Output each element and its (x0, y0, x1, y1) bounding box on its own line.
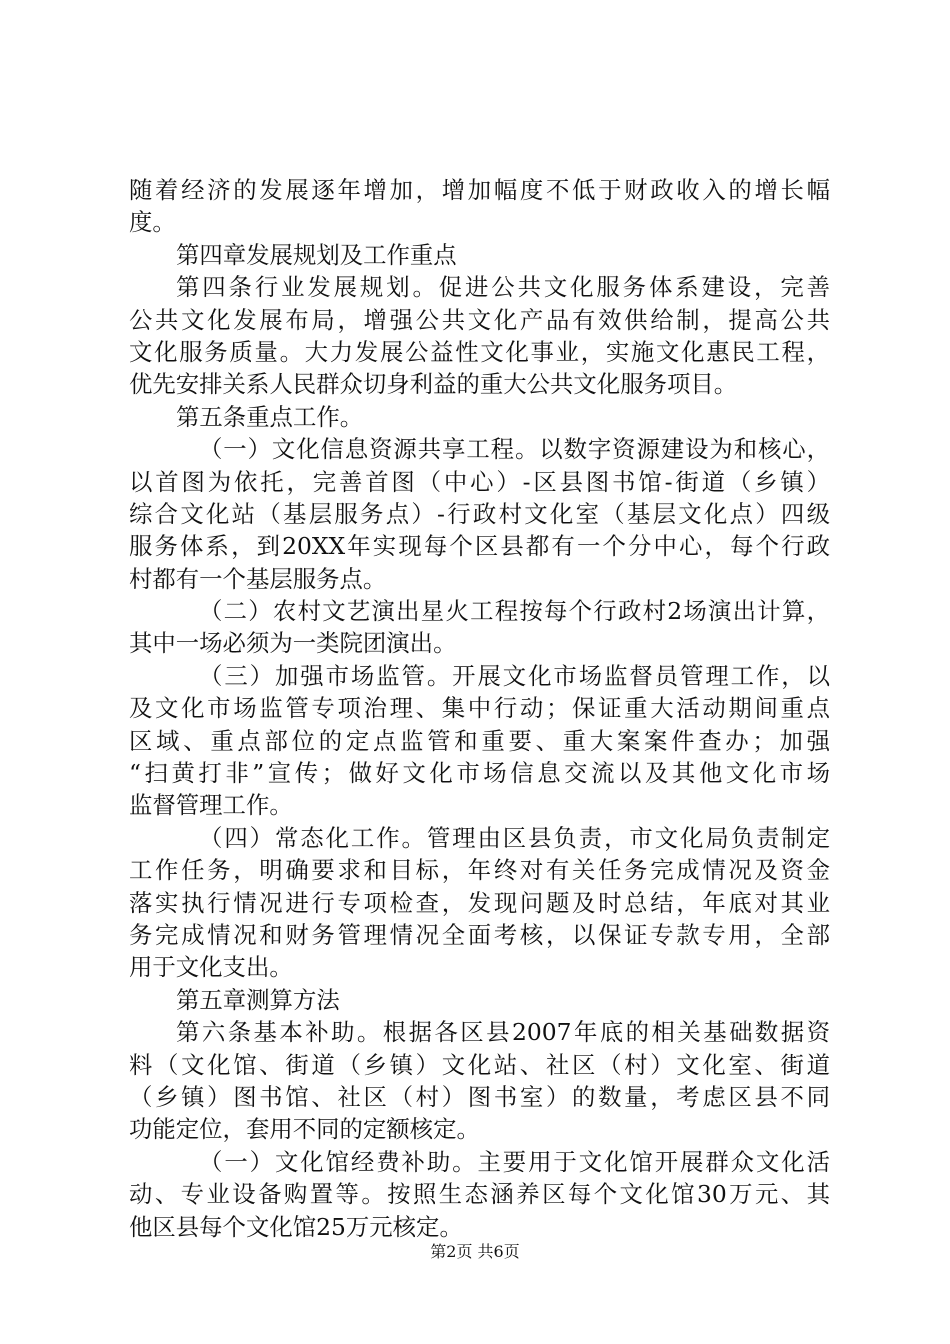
text-line: 监督管理工作。 (129, 791, 293, 820)
text-line: 第五条重点工作。 (176, 402, 364, 431)
text-line: 综合文化站（基层服务点）-行政村文化室（基层文化点）四级 (129, 499, 830, 528)
text-line: 优先安排关系人民群众切身利益的重大公共文化服务项目。 (129, 370, 738, 399)
text-line: 第五章测算方法 (176, 985, 340, 1014)
text-line: 随着经济的发展逐年增加，增加幅度不低于财政收入的增长幅 (129, 176, 830, 204)
text-line: 料（文化馆、街道（乡镇）文化站、社区（村）文化室、街道 (129, 1050, 830, 1079)
text-line: （乡镇）图书馆、社区（村）图书室）的数量，考虑区县不同 (129, 1082, 830, 1111)
text-line: 他区县每个文化馆25万元核定。 (129, 1212, 463, 1241)
text-line: 用于文化支出。 (129, 953, 293, 982)
text-line: 工作任务，明确要求和目标，年终对有关任务完成情况及资金 (129, 856, 830, 885)
text-line: “扫黄打非”宣传；做好文化市场信息交流以及其他文化市场 (129, 759, 830, 788)
page-footer (0, 1241, 950, 1263)
text-line: 公共文化发展布局，增强公共文化产品有效供给制，提高公共 (129, 305, 830, 334)
text-line: （三）加强市场监管。开展文化市场监督员管理工作，以 (199, 661, 830, 690)
text-line: 村都有一个基层服务点。 (129, 564, 387, 593)
text-line: 第四章发展规划及工作重点 (176, 240, 457, 269)
document-body (129, 174, 830, 1243)
text-line: 文化服务质量。大力发展公益性文化事业，实施文化惠民工程， (129, 337, 830, 366)
text-line: （二）农村文艺演出星火工程按每个行政村2场演出计算， (199, 597, 830, 626)
text-line: 务完成情况和财务管理情况全面考核，以保证专款专用，全部 (129, 920, 830, 949)
text-line: 及文化市场监管专项治理、集中行动；保证重大活动期间重点 (129, 694, 830, 723)
text-line: 第四条行业发展规划。促进公共文化服务体系建设，完善 (176, 273, 830, 302)
text-line: 服务体系，到20XX年实现每个区县都有一个分中心，每个行政 (129, 532, 830, 561)
text-line: 功能定位，套用不同的定额核定。 (129, 1115, 480, 1144)
text-line: （一）文化馆经费补助。主要用于文化馆开展群众文化活 (199, 1147, 830, 1176)
text-line: 区域、重点部位的定点监管和重要、重大案案件查办；加强 (129, 726, 830, 755)
text-line: 度。 (129, 208, 176, 237)
text-line: 落实执行情况进行专项检查，发现问题及时总结，年底对其业 (129, 888, 830, 917)
text-line: （一）文化信息资源共享工程。以数字资源建设为和核心， (199, 435, 830, 464)
text-line: 以首图为依托，完善首图（中心）-区县图书馆-街道（乡镇） (129, 467, 830, 496)
text-line: （四）常态化工作。管理由区县负责，市文化局负责制定 (199, 823, 830, 852)
text-line: 第六条基本补助。根据各区县2007年底的相关基础数据资 (176, 1018, 830, 1047)
page-number: 第2页 共6页 (430, 1242, 520, 1261)
text-line: 动、专业设备购置等。按照生态涵养区每个文化馆30万元、其 (129, 1180, 830, 1209)
text-line: 其中一场必须为一类院团演出。 (129, 629, 457, 658)
